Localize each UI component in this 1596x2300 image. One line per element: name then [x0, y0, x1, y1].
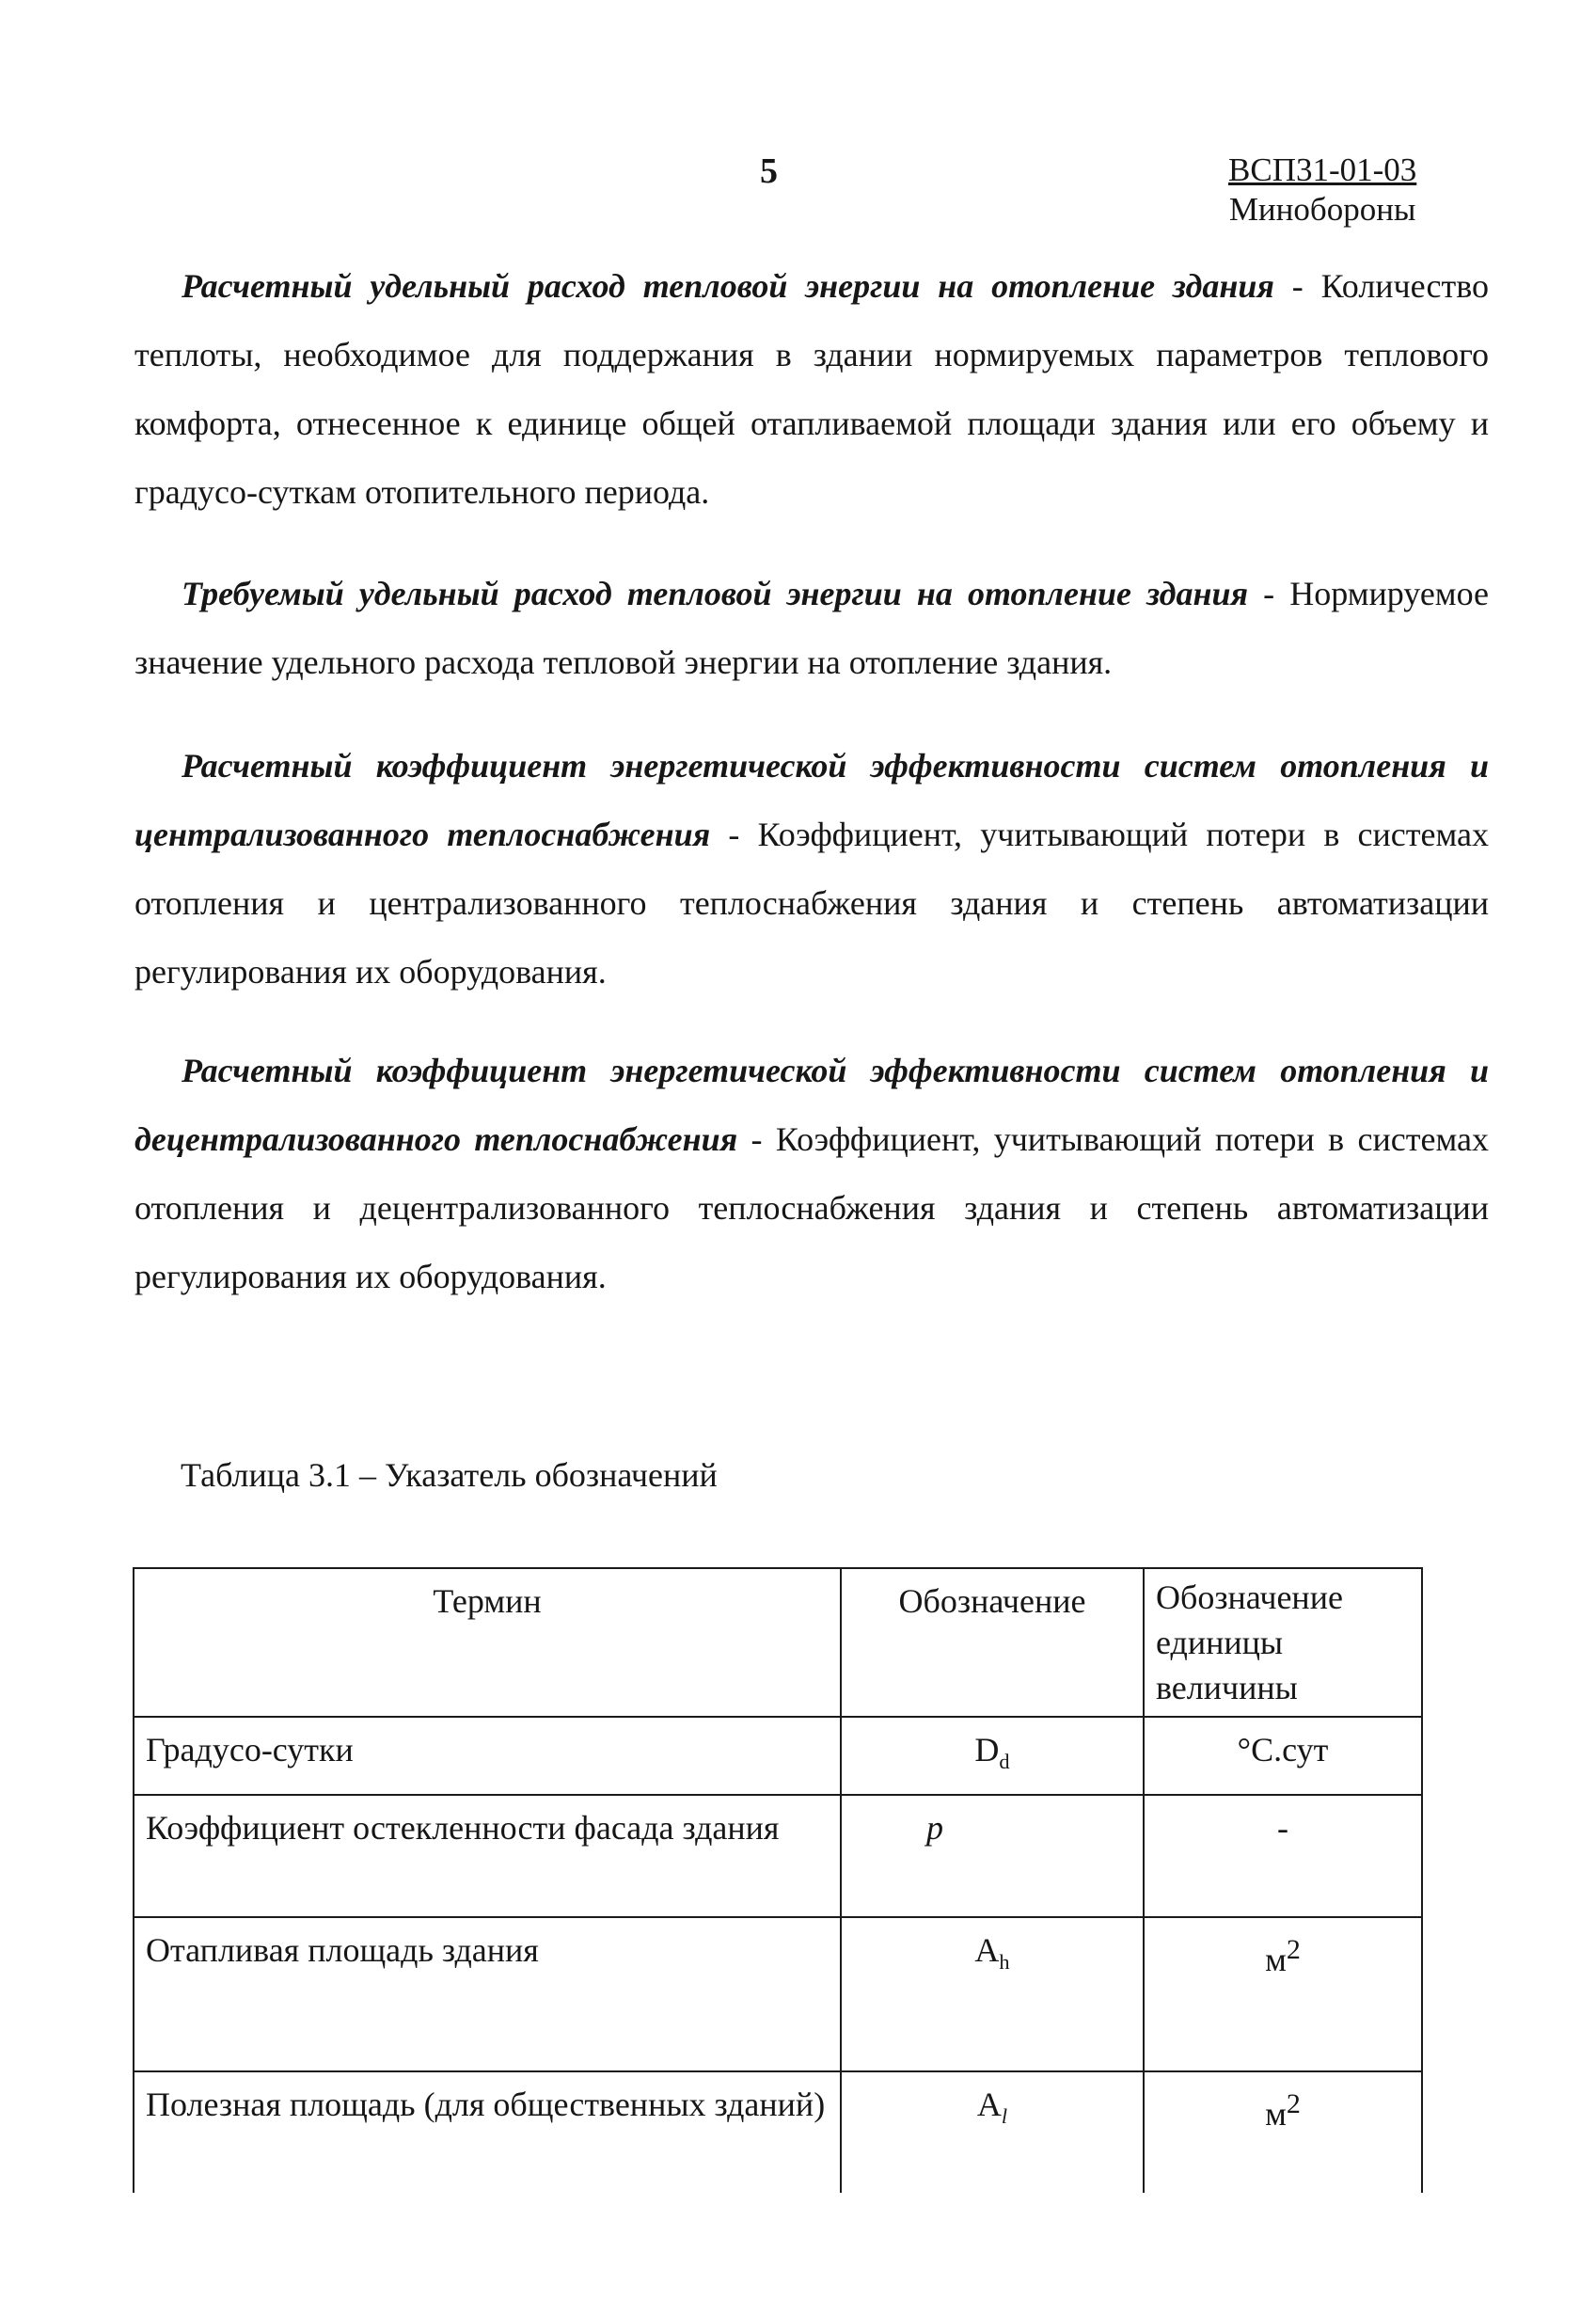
definition-term: Требуемый удельный расход тепловой энергии на отопление здания	[182, 575, 1249, 612]
document-code-block	[1228, 151, 1416, 230]
definition-text: - Коэффициент, учитывающий потери в системах отопления и централизованного теплоснабжения здания и степень автоматизации регулирования их оборудования.	[134, 816, 1490, 991]
unit-cell	[1144, 1917, 1422, 2071]
unit-superscript: 2	[1286, 1934, 1301, 1966]
unit-main: м	[1265, 1941, 1287, 1979]
symbol-main: A	[974, 1931, 1000, 1970]
table-row	[134, 1717, 1422, 1795]
definition-paragraph	[134, 560, 1489, 697]
table-row	[134, 1795, 1422, 1917]
definition-paragraph	[134, 1037, 1489, 1311]
symbol-subscript: l	[1001, 2104, 1008, 2129]
header-term: Термин	[134, 1568, 841, 1717]
symbol-subscript: d	[999, 1750, 1010, 1774]
unit-main: -	[1277, 1809, 1288, 1848]
unit-main: °С.сут	[1237, 1731, 1329, 1769]
term-cell: Отапливая площадь здания	[134, 1917, 841, 2071]
table-caption: Таблица 3.1 – Указатель обозначений	[181, 1456, 718, 1494]
table-row	[134, 2071, 1422, 2193]
unit-cell	[1144, 1795, 1422, 1917]
definition-text: - Коэффициент, учитывающий потери в системах отопления и децентрализованного теплоснабжения здания и степень автоматизации регулирования их оборудования.	[134, 1120, 1489, 1295]
symbols-table	[133, 1567, 1423, 2193]
symbol-cell	[841, 1917, 1144, 2071]
definition-term: Расчетный коэффициент энергетической эффективности систем отопления и децентрализованного теплоснабжения	[134, 1052, 1489, 1158]
symbol-cell	[841, 1717, 1144, 1795]
definition-paragraph	[134, 252, 1489, 527]
symbol-cell	[841, 2071, 1144, 2193]
definition-text: - Нормируемое значение удельного расхода тепловой энергии на отопление здания.	[134, 575, 1489, 681]
unit-cell	[1144, 1717, 1422, 1795]
term-cell: Полезная площадь (для общественных зданий)	[134, 2071, 841, 2193]
term-cell: Градусо-сутки	[134, 1717, 841, 1795]
definition-term: Расчетный удельный расход тепловой энергии на отопление здания	[182, 267, 1274, 305]
unit-main: м	[1265, 2095, 1287, 2133]
definition-paragraph	[134, 732, 1489, 1007]
document-code: ВСП31-01-03	[1228, 151, 1417, 188]
definition-term: Расчетный коэффициент энергетической эффективности систем отопления и централизованного теплоснабжения	[134, 747, 1489, 853]
page-number: 5	[760, 151, 778, 191]
symbol-main: A	[976, 2086, 1002, 2124]
symbol-cell	[841, 1795, 1144, 1917]
organization-name: Минобороны	[1228, 191, 1416, 228]
symbol-main: p	[926, 1809, 943, 1848]
symbol-subscript: h	[999, 1950, 1010, 1975]
unit-superscript: 2	[1286, 2088, 1301, 2120]
unit-cell	[1144, 2071, 1422, 2193]
table-row	[134, 1917, 1422, 2071]
header-unit: Обозначение единицы величины	[1144, 1568, 1422, 1717]
term-cell: Коэффициент остекленности фасада здания	[134, 1795, 841, 1917]
table-header-row	[134, 1568, 1422, 1717]
header-symbol: Обозначение	[841, 1568, 1144, 1717]
symbol-main: D	[974, 1731, 1000, 1769]
definition-text: - Количество теплоты, необходимое для поддержания в здании нормируемых параметров теплового комфорта, отнесенное к единице общей отапливаемой площади здания или его объему и градусо-суткам отопительного периода.	[134, 267, 1490, 511]
